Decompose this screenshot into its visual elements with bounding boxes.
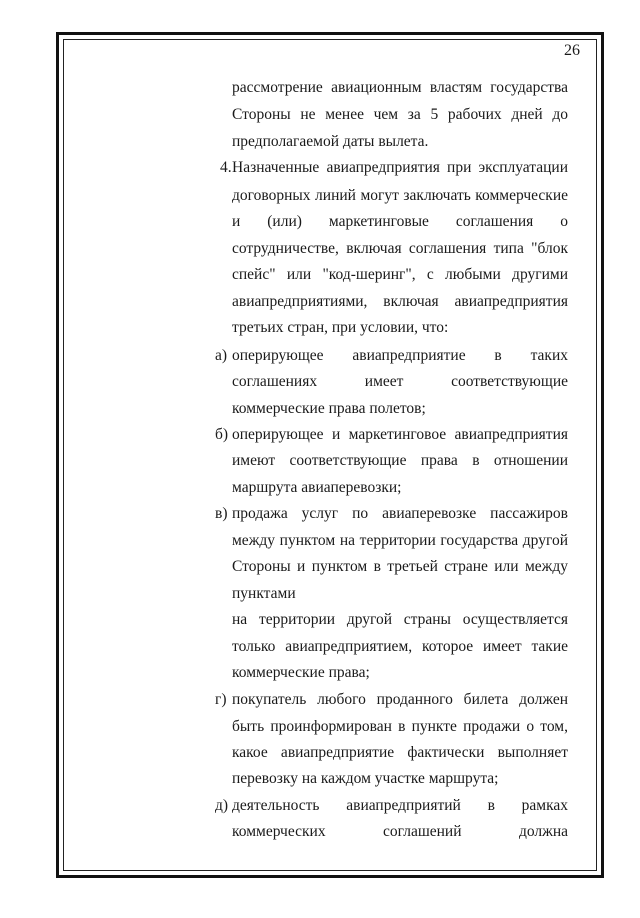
text-line: перевозку на каждом участке маршрута;	[232, 770, 499, 787]
text-line: имеют соответствующие права в отношении	[232, 452, 568, 469]
text-line: Назначенные авиапредприятия при эксплуатации	[232, 159, 568, 176]
text-line: спейс" или "код-шеринг", с любыми другими	[232, 266, 568, 283]
text-line: какое авиапредприятие фактически выполняет	[232, 744, 568, 761]
text-line: продажа услуг по авиаперевозке пассажиров	[232, 505, 568, 522]
text-line: пунктами	[232, 585, 296, 602]
text-line: коммерческие права;	[232, 664, 370, 681]
text-line: соглашениях имеет соответствующие	[232, 373, 568, 390]
text-line: оперирующее авиапредприятие в таких	[232, 347, 568, 364]
text-line: сотрудничестве, включая соглашения типа "блок	[232, 240, 568, 257]
list-marker: г)	[215, 691, 227, 708]
text-line: маршрута авиаперевозки;	[232, 479, 402, 496]
list-marker: в)	[215, 505, 228, 522]
text-line: авиапредприятиями, включая авиапредприятия	[232, 293, 568, 310]
text-line: Стороны не менее чем за 5 рабочих дней до	[232, 106, 568, 123]
page-number: 26	[564, 42, 580, 59]
list-marker: 4.	[220, 159, 232, 176]
text-line: на территории другой страны осуществляется	[232, 611, 568, 628]
text-line: третьих стран, при условии, что:	[232, 319, 449, 336]
text-line: рассмотрение авиационным властям государства	[232, 79, 568, 96]
text-line: коммерческих соглашений должна	[232, 823, 568, 840]
text-line: предполагаемой даты вылета.	[232, 133, 429, 150]
text-line: Стороны и пунктом в третьей стране или между	[232, 558, 568, 575]
text-line: коммерческие права полетов;	[232, 400, 426, 417]
text-line: быть проинформирован в пункте продажи о том,	[232, 718, 568, 735]
text-line: и (или) маркетинговые соглашения о	[232, 213, 568, 230]
list-marker: б)	[215, 426, 229, 443]
text-line: между пунктом на территории государства другой	[232, 532, 568, 549]
text-line: договорных линий могут заключать коммерческие	[232, 187, 568, 204]
text-line: оперирующее и маркетинговое авиапредприятия	[232, 426, 568, 443]
list-marker: д)	[215, 797, 229, 814]
list-marker: а)	[215, 347, 228, 364]
text-line: покупатель любого проданного билета должен	[232, 691, 568, 708]
text-line: только авиапредприятием, которое имеет такие	[232, 638, 568, 655]
text-line: деятельность авиапредприятий в рамках	[232, 797, 568, 814]
